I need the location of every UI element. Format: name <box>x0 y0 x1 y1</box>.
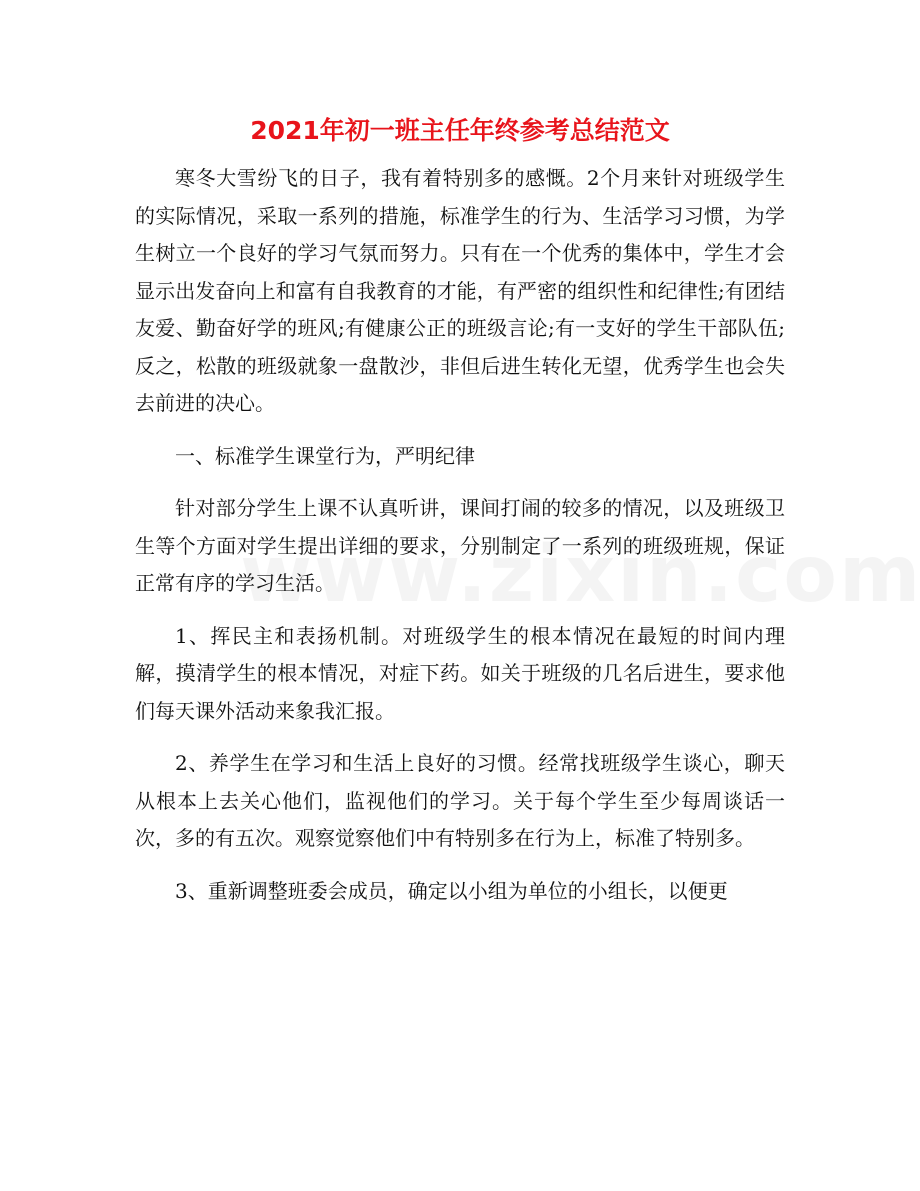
section-heading: 一、标准学生课堂行为，严明纪律 <box>175 443 475 468</box>
document-title: 2021年初一班主任年终参考总结范文 <box>250 116 670 145</box>
paragraph-intro: 寒冬大雪纷飞的日子，我有着特别多的感慨。2个月来针对班级学生的实际情况，采取一系列的措施，标准学生的行为、生活学习习惯，为学生树立一个良好的学习气氛而努力。只有在一个优秀的集体中，学生才会显示出发奋向上和富有自我教育的才能，有严密的组织性和纪律性;有团结友爱、勤奋好学的班风;有健康公正的班级言论;有一支好的学生干部队伍;反之，松散的班级就象一盘散沙，非但后进生转化无望，优秀学生也会失去前进的决心。 <box>135 166 785 415</box>
paragraph-item-1: 1、挥民主和表扬机制。对班级学生的根本情况在最短的时间内理解，摸清学生的根本情况，对症下药。如关于班级的几名后进生，要求他们每天课外活动来象我汇报。 <box>135 623 785 723</box>
document-body <box>135 160 785 925</box>
paragraph-section-intro: 针对部分学生上课不认真听讲，课间打闹的较多的情况，以及班级卫生等个方面对学生提出详细的要求，分别制定了一系列的班级班规，保证正常有序的学习生活。 <box>135 496 785 595</box>
paragraph-item-2: 2、养学生在学习和生活上良好的习惯。经常找班级学生谈心，聊天从根本上去关心他们，监视他们的学习。关于每个学生至少每周谈话一次，多的有五次。观察觉察他们中有特别多在行为上，标准了特别多。 <box>135 751 785 850</box>
paragraph-item-3: 3、重新调整班委会成员，确定以小组为单位的小组长，以便更 <box>175 878 728 903</box>
